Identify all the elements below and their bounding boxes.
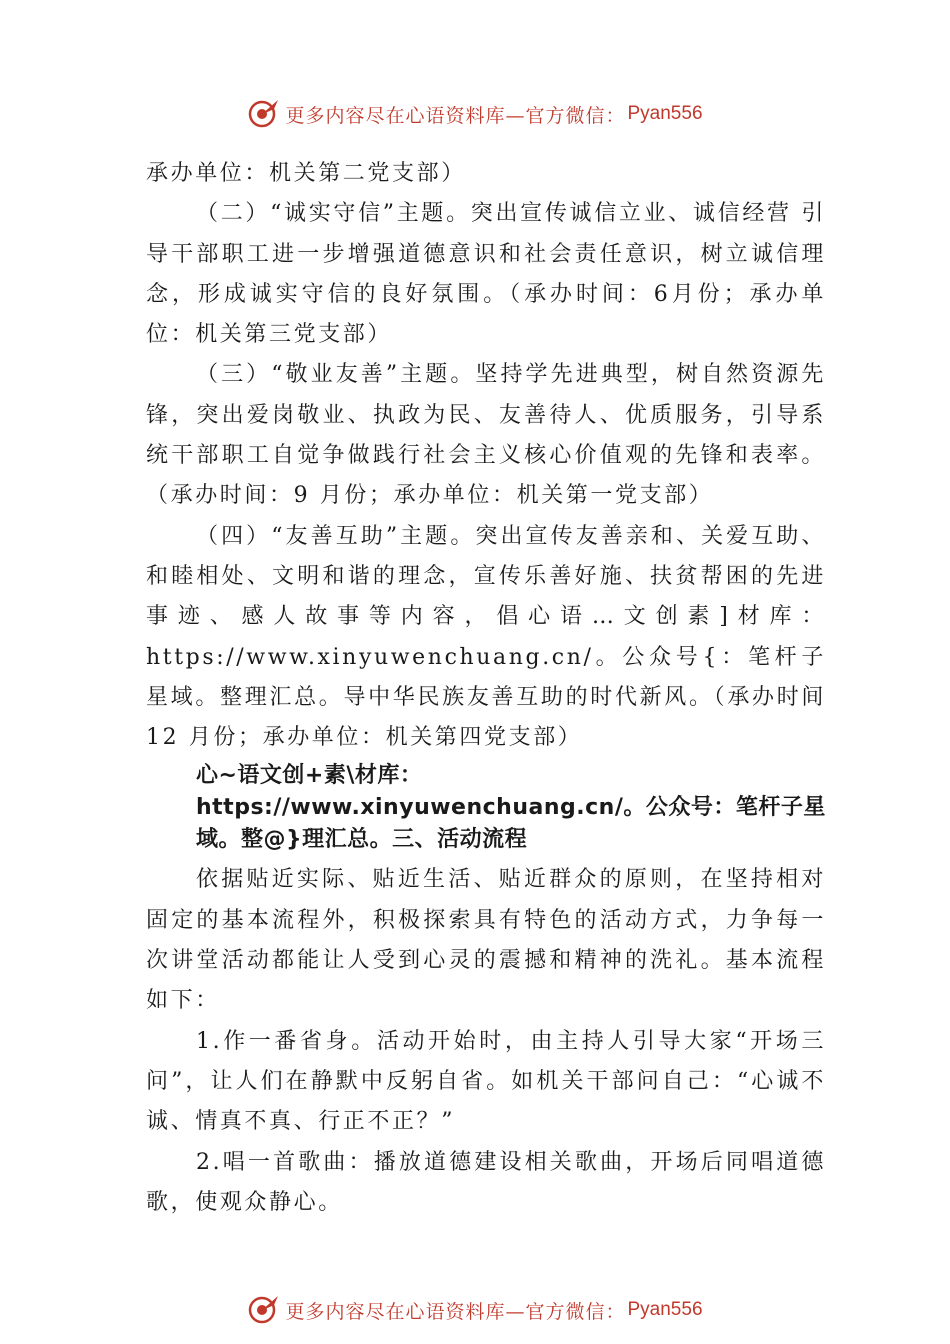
paragraph: （四）“友善互助”主题。突出宣传友善亲和、关爱互助、和睦相处、文明和谐的理念，宣传乐善好施、扶贫帮困的先进事迹、感人故事等内容，倡心语…文创素]材库：https://www.xinyuwenchuang.cn/。公众号{：笔杆子星域。整理汇总。导中华民族友善互助的时代新风。（承办时间12 月份；承办单位：机关第四党支部） (146, 523, 826, 751)
banner-text: 更多内容尽在心语资料库—官方微信： (285, 104, 626, 127)
quill-logo-icon (247, 1293, 281, 1327)
paragraph: （三）“敬业友善”主题。坚持学先进典型，树自然资源先锋，突出爱岗敬业、执政为民、友善待人、优质服务，引导系统干部职工自觉争做践行社会主义核心价值观的先锋和表率。（承办时间：9 月份；承办单位：机关第一党支部） (146, 362, 826, 509)
paragraph: （二）“诚实守信”主题。突出宣传诚信立业、诚信经营 引导干部职工进一步增强道德意识和社会责任意识，树立诚信理念，形成诚实守信的良好氛围。（承办时间：6月份；承办单位：机关第三党支部） (146, 201, 826, 348)
paragraph: 承办单位：机关第二党支部） (146, 161, 466, 186)
paragraph: 1.作一番省身。活动开始时，由主持人引导大家“开场三问”，让人们在静默中反躬自省。如机关干部问自己：“心诚不诚、情真不真、行正不正？” (146, 1028, 826, 1135)
banner-wechat-id: Pyan556 (627, 103, 703, 124)
banner-text: 更多内容尽在心语资料库—官方微信： (285, 1300, 626, 1323)
footer-banner (0, 1290, 950, 1330)
paragraph: 依据贴近实际、贴近生活、贴近群众的原则，在坚持相对固定的基本流程外，积极探索具有特色的活动方式，力争每一次讲堂活动都能让人受到心灵的震撼和精神的洗礼。基本流程如下： (146, 867, 826, 1014)
document-body (146, 154, 826, 1223)
quill-logo-icon (247, 97, 281, 131)
paragraph: 2.唱一首歌曲：播放道德建设相关歌曲，开场后同唱道德歌，使观众静心。 (146, 1149, 826, 1215)
banner-wechat-id: Pyan556 (627, 1299, 703, 1320)
section-heading: 心~语文创+素\材库：https://www.xinyuwenchuang.cn/。公众号：笔杆子星域。整@}理汇总。三、活动流程 (196, 763, 826, 853)
header-banner (0, 94, 950, 134)
